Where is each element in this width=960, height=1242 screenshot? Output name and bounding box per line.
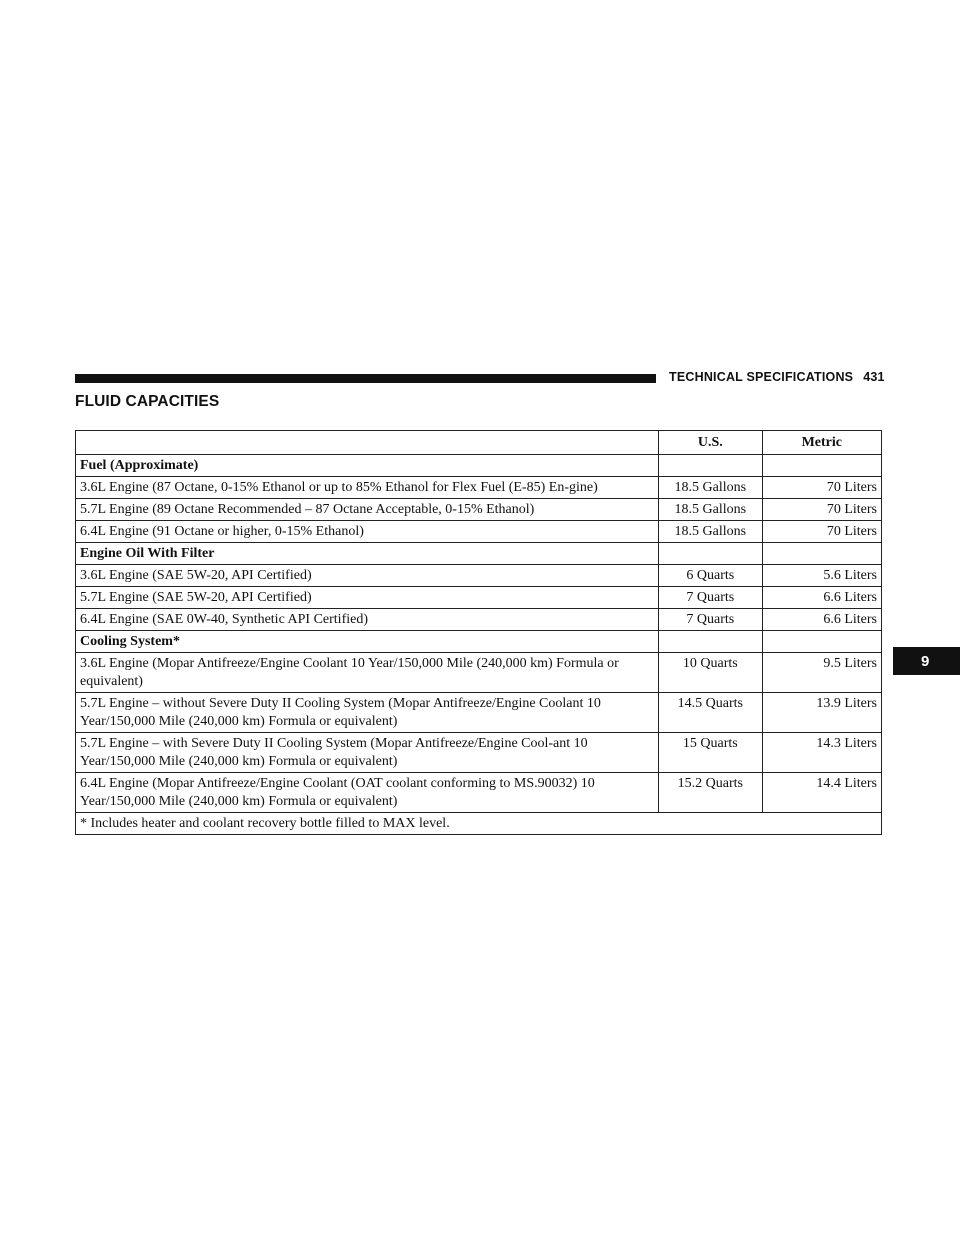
row-description: Fuel (Approximate) (76, 455, 659, 477)
header-cell-metric: Metric (762, 431, 881, 455)
table-row (76, 693, 882, 733)
row-metric-value: 13.9 Liters (762, 693, 881, 733)
row-metric-value (762, 543, 881, 565)
row-us-value: 15.2 Quarts (659, 773, 763, 813)
row-description: 5.7L Engine (89 Octane Recommended – 87 Octane Acceptable, 0-15% Ethanol) (76, 499, 659, 521)
table-row (76, 543, 882, 565)
row-description: 5.7L Engine (SAE 5W-20, API Certified) (76, 587, 659, 609)
fluid-capacities-table (75, 430, 882, 835)
row-metric-value: 6.6 Liters (762, 587, 881, 609)
table-row (76, 455, 882, 477)
row-description: Cooling System* (76, 631, 659, 653)
row-us-value (659, 631, 763, 653)
row-metric-value: 70 Liters (762, 499, 881, 521)
table-row (76, 773, 882, 813)
table-row (76, 609, 882, 631)
row-metric-value: 6.6 Liters (762, 609, 881, 631)
header-cell-blank (76, 431, 659, 455)
row-us-value: 7 Quarts (659, 587, 763, 609)
table-header-row (76, 431, 882, 455)
row-description: 6.4L Engine (Mopar Antifreeze/Engine Coolant (OAT coolant conforming to MS.90032) 10 Year/150,000 Mile (240,000 km) Formula or equivalent) (76, 773, 659, 813)
row-us-value: 15 Quarts (659, 733, 763, 773)
row-description: 3.6L Engine (87 Octane, 0-15% Ethanol or up to 85% Ethanol for Flex Fuel (E-85) En-gine) (76, 477, 659, 499)
chapter-tab: 9 (893, 647, 960, 675)
row-metric-value: 5.6 Liters (762, 565, 881, 587)
row-description: 6.4L Engine (91 Octane or higher, 0-15% Ethanol) (76, 521, 659, 543)
row-metric-value (762, 455, 881, 477)
table-row (76, 477, 882, 499)
table-footnote-row (76, 813, 882, 835)
row-us-value: 18.5 Gallons (659, 521, 763, 543)
row-description: 6.4L Engine (SAE 0W-40, Synthetic API Certified) (76, 609, 659, 631)
row-us-value: 14.5 Quarts (659, 693, 763, 733)
row-description: Engine Oil With Filter (76, 543, 659, 565)
header-rule (75, 374, 656, 383)
row-metric-value: 14.4 Liters (762, 773, 881, 813)
page-number: 431 (863, 370, 885, 384)
row-us-value: 18.5 Gallons (659, 499, 763, 521)
table-row (76, 631, 882, 653)
row-description: 3.6L Engine (Mopar Antifreeze/Engine Coolant 10 Year/150,000 Mile (240,000 km) Formula or equivalent) (76, 653, 659, 693)
row-us-value: 7 Quarts (659, 609, 763, 631)
table-row (76, 521, 882, 543)
table-row (76, 653, 882, 693)
table-row (76, 499, 882, 521)
table-row (76, 565, 882, 587)
row-description: 5.7L Engine – with Severe Duty II Cooling System (Mopar Antifreeze/Engine Cool-ant 10 Year/150,000 Mile (240,000 km) Formula or equivalent) (76, 733, 659, 773)
row-description: 3.6L Engine (SAE 5W-20, API Certified) (76, 565, 659, 587)
row-metric-value: 9.5 Liters (762, 653, 881, 693)
row-metric-value: 70 Liters (762, 521, 881, 543)
table-row (76, 587, 882, 609)
header-cell-us: U.S. (659, 431, 763, 455)
running-header (669, 370, 885, 384)
row-metric-value: 70 Liters (762, 477, 881, 499)
row-us-value (659, 543, 763, 565)
row-us-value: 18.5 Gallons (659, 477, 763, 499)
page-title: FLUID CAPACITIES (75, 393, 220, 410)
row-metric-value (762, 631, 881, 653)
row-description: 5.7L Engine – without Severe Duty II Cooling System (Mopar Antifreeze/Engine Coolant 10 Year/150,000 Mile (240,000 km) Formula or equivalent) (76, 693, 659, 733)
row-us-value: 10 Quarts (659, 653, 763, 693)
row-us-value (659, 455, 763, 477)
row-us-value: 6 Quarts (659, 565, 763, 587)
table-row (76, 733, 882, 773)
table-footnote: * Includes heater and coolant recovery bottle filled to MAX level. (76, 813, 882, 835)
row-metric-value: 14.3 Liters (762, 733, 881, 773)
section-name: TECHNICAL SPECIFICATIONS (669, 370, 854, 384)
